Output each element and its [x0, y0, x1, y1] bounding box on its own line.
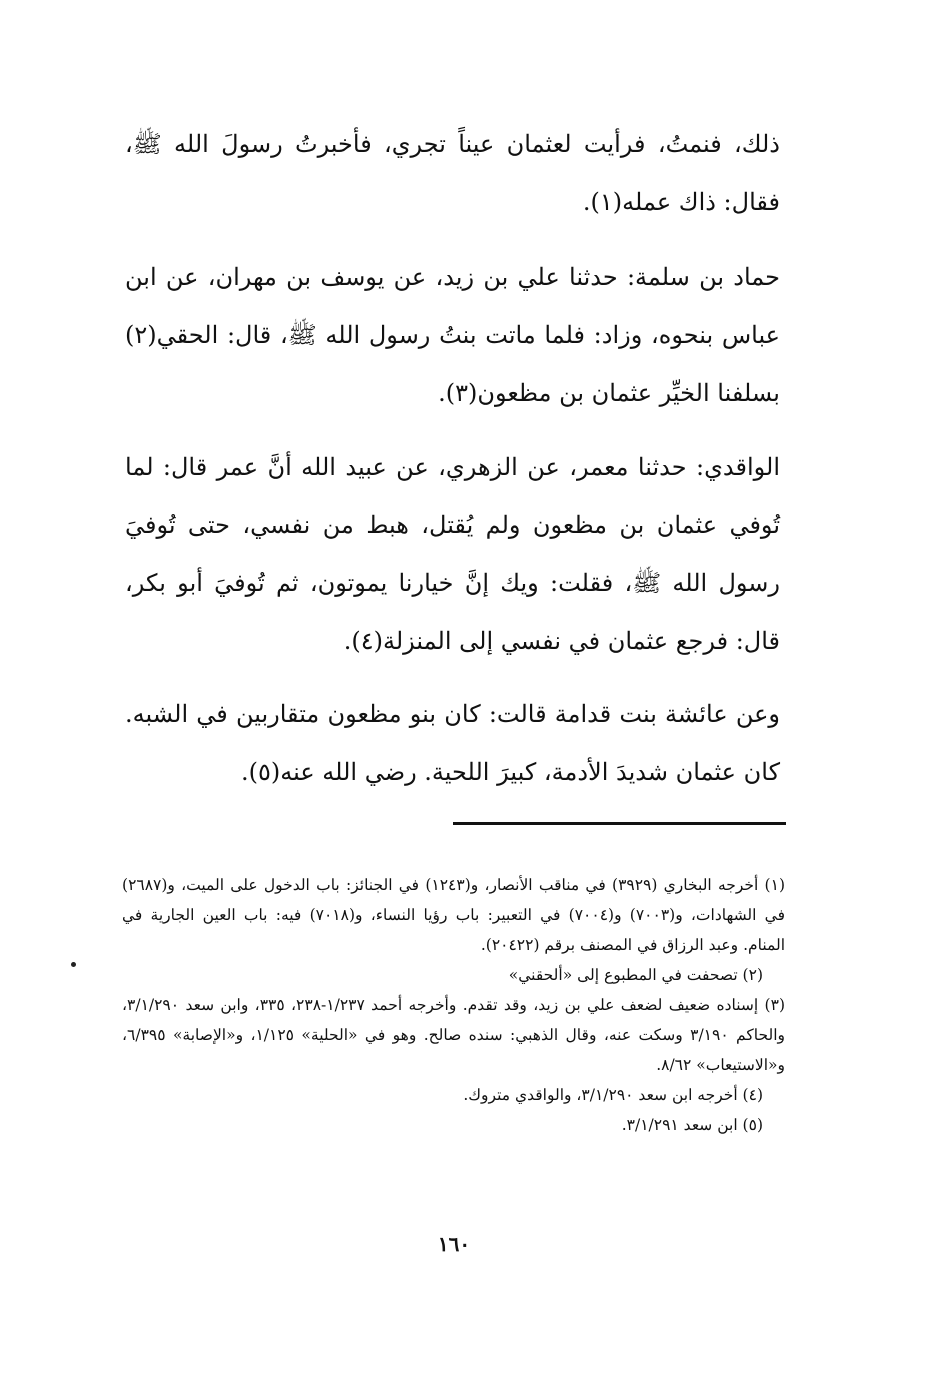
- footnotes-section: [122, 870, 785, 1140]
- footnote-5: (٥) ابن سعد ٣/١/٢٩١.: [621, 1116, 763, 1134]
- main-paragraph-1: ذلك، فنمتُ، فرأيت لعثمان عيناً تجري، فأخبرتُ رسولَ الله ﷺ، فقال: ذاك عمله(١).: [125, 130, 780, 216]
- footnote-3: (٣) إسناده ضعيف لضعف علي بن زيد، وقد تقدم. وأخرجه أحمد ١/٢٣٧-٢٣٨، ٣٣٥، وابن سعد ٣/١/٢٩٠، والحاكم ٣/١٩٠ وسكت عنه، وقال الذهبي: سنده صالح. وهو في «الحلية» ١/١٢٥، و«الإصابة» ٦/٣٩٥، و«الاستيعاب» ٨/٦٢.: [122, 996, 785, 1074]
- footnote-4: (٤) أخرجه ابن سعد ٣/١/٢٩٠، والواقدي متروك.: [463, 1086, 763, 1104]
- main-paragraph-4: وعن عائشة بنت قدامة قالت: كان بنو مظعون متقاربين في الشبه. كان عثمان شديدَ الأدمة، كبيرَ اللحية. رضي الله عنه(٥).: [125, 700, 780, 786]
- footnote-1: (١) أخرجه البخاري (٣٩٢٩) في مناقب الأنصار، و(١٢٤٣) في الجنائز: باب الدخول على الميت، و(٢٦٨٧) في الشهادات، و(٧٠٠٣) و(٧٠٠٤) في التعبير: باب رؤيا النساء، و(٧٠١٨) فيه: باب العين الجارية في المنام. وعبد الرزاق في المصنف برقم (٢٠٤٢٢).: [122, 876, 786, 954]
- footnote-2: (٢) تصحفت في المطبوع إلى «ألحقني»: [508, 966, 763, 984]
- main-paragraph-2: حماد بن سلمة: حدثنا علي بن زيد، عن يوسف بن مهران، عن ابن عباس بنحوه، وزاد: فلما ماتت بنتُ رسول الله ﷺ، قال: الحقي(٢) بسلفنا الخيِّر عثمان بن مظعون(٣).: [125, 263, 780, 407]
- main-paragraph-3: الواقدي: حدثنا معمر، عن الزهري، عن عبيد الله أنَّ عمر قال: لما تُوفي عثمان بن مظعون ولم يُقتل، هبط من نفسي، حتى تُوفيَ رسول الله ﷺ، فقلت: ويك إنَّ خيارنا يموتون، ثم تُوفيَ أبو بكر، قال: فرجع عثمان في نفسي إلى المنزلة(٤).: [125, 453, 780, 655]
- footnote-divider: [453, 822, 786, 825]
- page-number: ١٦٠: [437, 1232, 471, 1256]
- stray-ink-dot: [71, 962, 76, 967]
